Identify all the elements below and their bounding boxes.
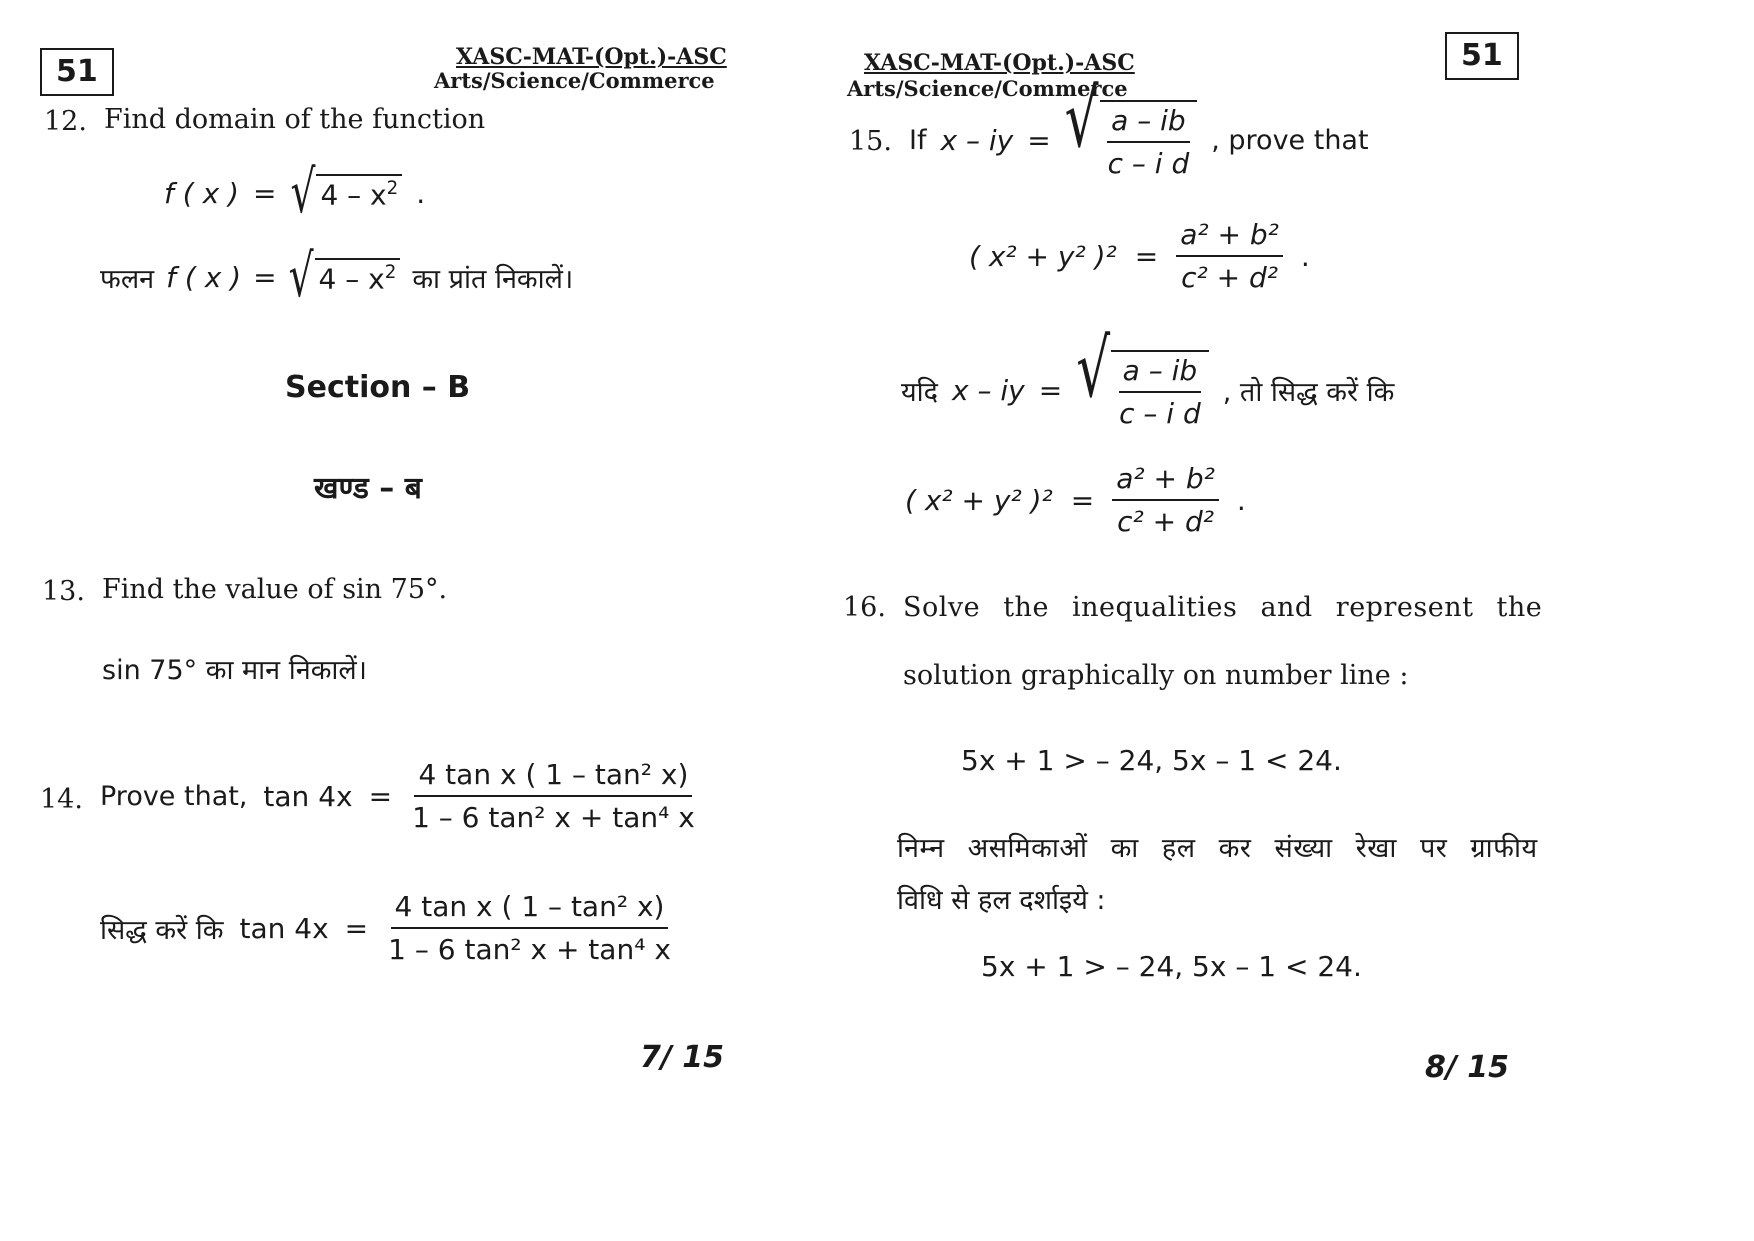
question-16-inequality: 5x + 1 > – 24, 5x – 1 < 24. [961,744,1342,777]
radical-sign-icon: √ [290,159,316,228]
question-16-inequality-hi: 5x + 1 > – 24, 5x – 1 < 24. [981,950,1362,983]
denominator-hi: 1 – 6 tan² x + tan⁴ x [388,933,671,966]
question-16-line2: solution graphically on number line : [903,660,1409,691]
section-title-en: Section – B [285,370,471,405]
lhs-hi: tan 4x [239,911,329,945]
fraction-hi [384,890,675,966]
hindi-if: यदि [901,376,938,408]
question-16-hindi-line1: निम्न असमिकाओं का हल कर संख्या रेखा पर ग्राफीय [897,833,1538,864]
equals-sign-hi: = [1038,373,1063,407]
lhs: x – iy [940,123,1014,157]
radical-sign-icon: √ [1064,72,1099,166]
equals-sign: = [1134,239,1159,273]
if-text: If [909,124,927,156]
numerator: 4 tan x ( 1 – tan² x) [414,758,692,797]
hindi-prove: , तो सिद्ध करें कि [1222,376,1395,408]
question-12-text: Find domain of the function [104,104,486,135]
lhs-hi: x – iy [952,373,1025,407]
equals-sign-hi: = [344,911,369,945]
function-label-hi: f ( x ) [166,261,242,295]
question-14-text: Prove that, [100,780,248,812]
question-number-15: 15. [849,126,892,157]
question-number-12: 12. [44,106,87,137]
square-root-hi: √ $4 - x^2$ [289,258,401,297]
page-number: 8/ 15 [1425,1050,1510,1085]
fraction [408,758,699,834]
hindi-prefix: फलन [100,264,155,296]
prove-text: , prove that [1211,124,1369,156]
question-16-line1: Solve the inequalities and represent the [903,592,1543,623]
equals-sign: = [1027,123,1051,157]
equals-sign-hi: = [253,261,277,295]
question-15-result: ( x² + y² )² = $\frac{\text{a² + b²}}{\text{c² + d²}}$ . [969,218,1310,294]
hindi-prefix: सिद्ध करें कि [100,914,224,946]
question-13-hindi: sin 75° का मान निकालें। [102,655,367,686]
question-15-hindi-result: ( x² + y² )² = $\frac{\text{a² + b²}}{\text{c² + d²}}$ . [905,462,1246,538]
question-14-equation [100,758,699,834]
square-root-hi: √ $\frac{a - ib}{\text{c – i d}}$ [1076,350,1209,430]
equals-sign: = [252,177,277,211]
question-12-hindi [100,243,574,312]
radical-sign-icon: √ [1076,322,1111,416]
question-number-13: 13. [42,576,85,607]
equals-sign: = [368,779,393,813]
result-fraction: $\frac{\text{a² + b²}}{\text{c² + d²}}$ [1176,218,1283,294]
header-stream: Arts/Science/Commerce [847,76,1128,101]
result-lhs: ( x² + y² )² [969,239,1117,273]
question-number-16: 16. [843,592,886,623]
radicand: $4 - x^2$ [316,174,402,213]
right-page [843,0,1754,1241]
header-code: XASC-MAT-(Opt.)-ASC [456,44,727,70]
header-code: XASC-MAT-(Opt.)-ASC [864,50,1135,76]
lhs: tan 4x [263,779,353,813]
question-15-hindi-line [901,322,1395,430]
numerator-hi: 4 tan x ( 1 – tan² x) [391,890,669,929]
square-root [290,159,402,228]
page-code-box: 51 [40,48,114,96]
question-12-equation: f ( x ) = √ $4 - x^2$ . [164,159,426,228]
question-14-hindi [100,890,675,966]
page-code-box: 51 [1445,32,1519,80]
function-label: f ( x ) [164,177,239,211]
question-16-hindi-line2: विधि से हल दर्शाइये : [897,885,1106,916]
question-13-text: Find the value of sin 75°. [102,574,448,605]
question-number-14: 14. [40,784,83,815]
header-stream: Arts/Science/Commerce [434,68,715,93]
section-title-hi: खण्ड – ब [314,471,422,506]
square-root: √ $\frac{a - ib}{\text{c – i d}}$ [1065,100,1198,180]
denominator: 1 – 6 tan² x + tan⁴ x [412,801,695,834]
radical-sign-icon: √ [288,243,314,312]
hindi-suffix: का प्रांत निकालें। [412,264,574,296]
page-number: 7/ 15 [640,1040,725,1075]
